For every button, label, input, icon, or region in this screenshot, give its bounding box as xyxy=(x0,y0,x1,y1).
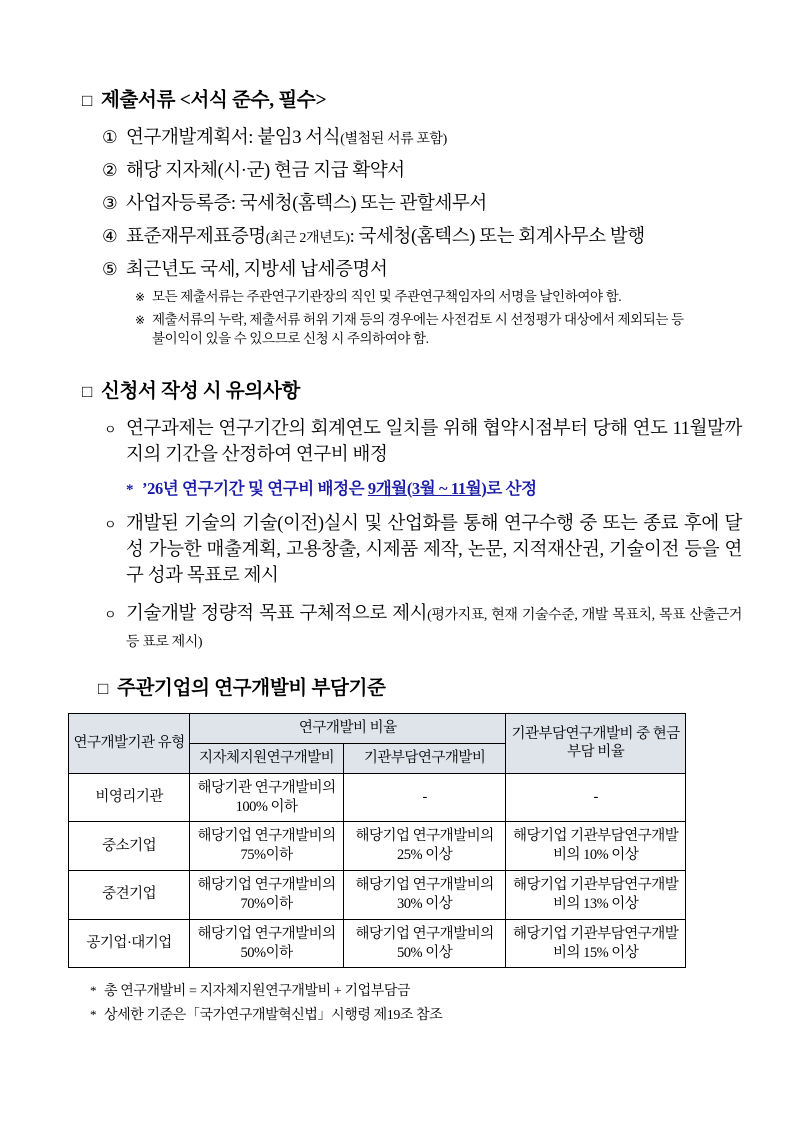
header-cell-local: 지자체지원연구개발비 xyxy=(190,743,344,773)
cell-type: 비영리기관 xyxy=(69,773,190,822)
section1-heading-text: 제출서류 <서식 준수, 필수> xyxy=(100,90,327,111)
section-cost-burden-criteria xyxy=(73,672,738,1024)
section-submission-documents xyxy=(82,84,742,349)
note-item xyxy=(135,310,725,349)
cell-type: 공기업·대기업 xyxy=(69,919,190,968)
asterisk-icon: * xyxy=(126,481,134,498)
footnote-text: 상세한 기준은「국가연구개발혁신법」시행령 제19조 참조 xyxy=(104,1008,443,1024)
list-item-text: 사업자등록증: 국세청(홈텍스) 또는 관할세무서 xyxy=(126,194,487,214)
cell-cash: 해당기업 기관부담연구개발비의 10% 이상 xyxy=(506,822,686,871)
section3-heading xyxy=(98,672,738,700)
cell-org: - xyxy=(343,773,505,822)
section3-footnotes xyxy=(90,980,738,1024)
list-item-paren: (최근 2개년도) xyxy=(265,231,350,246)
table-row xyxy=(69,871,686,920)
section-application-notes xyxy=(82,375,742,654)
checkbox-icon: □ xyxy=(82,382,92,401)
cell-type: 중견기업 xyxy=(69,871,190,920)
list-item xyxy=(102,123,742,149)
section2-heading-text: 신청서 작성 시 유의사항 xyxy=(100,381,301,402)
cell-org: 해당기업 연구개발비의 50% 이상 xyxy=(343,919,505,968)
list-marker: ④ xyxy=(102,226,118,246)
bullet-text: 연구과제는 연구기간의 회계연도 일치를 위해 협약시점부터 당해 연도 11월말까지의 기간을 산정하여 연구비 배정 xyxy=(126,419,742,466)
footnote-text: 총 연구개발비 = 지자체지원연구개발비 + 기업부담금 xyxy=(104,984,411,1000)
asterisk-icon: * xyxy=(90,1007,97,1023)
section2-heading xyxy=(82,375,742,403)
note-marker: ※ xyxy=(135,312,145,327)
list-item xyxy=(102,156,742,182)
bullet-text: 기술개발 정량적 목표 구체적으로 제시 xyxy=(126,604,428,625)
cell-org: 해당기업 연구개발비의 30% 이상 xyxy=(343,871,505,920)
cell-local: 해당기업 연구개발비의 70%이하 xyxy=(190,871,344,920)
table-row xyxy=(69,919,686,968)
header-cell-org: 기관부담연구개발비 xyxy=(343,743,505,773)
list-item-text: 연구개발계획서: 붙임3 서식 xyxy=(126,128,341,148)
list-marker: ① xyxy=(102,127,118,147)
footnote-item xyxy=(90,980,738,1000)
bullet-item xyxy=(104,601,742,654)
bullet-marker: ㅇ xyxy=(104,422,117,437)
highlight-underline: 9개월(3월 ~ 11월) xyxy=(367,478,487,498)
cell-type: 중소기업 xyxy=(69,822,190,871)
section1-heading xyxy=(82,84,742,112)
cell-cash: - xyxy=(506,773,686,822)
header-cell-cash: 기관부담연구개발비 중 현금 부담 비율 xyxy=(506,714,686,774)
list-item-text: 해당 지자체(시·군) 현금 지급 확약서 xyxy=(126,161,405,181)
list-item-text: 최근년도 국세, 지방세 납세증명서 xyxy=(126,260,388,280)
list-item-paren: (별첨된 서류 포함) xyxy=(340,132,447,147)
checkbox-icon: □ xyxy=(82,91,92,110)
header-cell-type: 연구개발기관 유형 xyxy=(69,714,190,774)
list-item-text: 표준재무제표증명 xyxy=(126,227,266,247)
cell-cash: 해당기업 기관부담연구개발비의 15% 이상 xyxy=(506,919,686,968)
note-text: 제출서류의 누락, 제출서류 허위 기재 등의 경우에는 사전검토 시 선정평가 대상에서 제외되는 등 불이익이 있을 수 있으므로 신청 시 주의하여야 함. xyxy=(152,311,684,347)
cell-local: 해당기업 연구개발비의 50%이하 xyxy=(190,919,344,968)
note-marker: ※ xyxy=(135,290,145,304)
section2-list xyxy=(104,416,742,654)
section1-list xyxy=(102,123,742,281)
cost-burden-table xyxy=(68,713,686,968)
note-item xyxy=(135,287,725,307)
cell-local: 해당기업 연구개발비의 75%이하 xyxy=(190,822,344,871)
bullet-text: 개발된 기술의 기술(이전)실시 및 산업화를 통해 연구수행 중 또는 종료 후에 달성 가능한 매출계획, 고용창출, 시제품 제작, 논문, 지적재산권, 기술이전 등을 연구 성과 목표로 제시 xyxy=(126,513,742,587)
list-item xyxy=(102,189,742,215)
bullet-item xyxy=(104,416,742,469)
list-marker: ③ xyxy=(102,193,118,213)
highlight-pre: ’26년 연구기간 및 연구비 배정은 xyxy=(142,478,368,498)
table-row xyxy=(69,822,686,871)
list-marker: ⑤ xyxy=(102,259,118,279)
list-item xyxy=(102,222,742,248)
list-item-text-2: : 국세청(홈텍스) 또는 회계사무소 발행 xyxy=(349,227,645,247)
asterisk-icon: * xyxy=(90,983,97,999)
highlight-post: 로 산정 xyxy=(486,478,537,498)
section3-heading-text: 주관기업의 연구개발비 부담기준 xyxy=(116,678,386,699)
highlight-note xyxy=(126,475,742,499)
list-marker: ② xyxy=(102,160,118,180)
header-cell-ratio: 연구개발비 비율 xyxy=(190,714,506,744)
checkbox-icon: □ xyxy=(98,679,108,698)
bullet-item xyxy=(104,511,742,590)
cell-org: 해당기업 연구개발비의 25% 이상 xyxy=(343,822,505,871)
list-item xyxy=(102,255,742,281)
note-text: 모든 제출서류는 주관연구기관장의 직인 및 주관연구책임자의 서명을 날인하여야 함. xyxy=(152,289,622,304)
bullet-marker: ㅇ xyxy=(104,607,117,623)
cell-cash: 해당기업 기관부담연구개발비의 13% 이상 xyxy=(506,871,686,920)
bullet-marker: ㅇ xyxy=(104,516,117,532)
footnote-item xyxy=(90,1004,738,1024)
cell-local: 해당기관 연구개발비의 100% 이하 xyxy=(190,773,344,822)
table-header-row-1 xyxy=(69,714,686,744)
section1-notes xyxy=(135,287,725,349)
bullet-paren: (평가지표, 현재 기술수준, 개발 목표치, 목표 산출근거 등 표로 제시) xyxy=(126,608,742,650)
table-row xyxy=(69,773,686,822)
